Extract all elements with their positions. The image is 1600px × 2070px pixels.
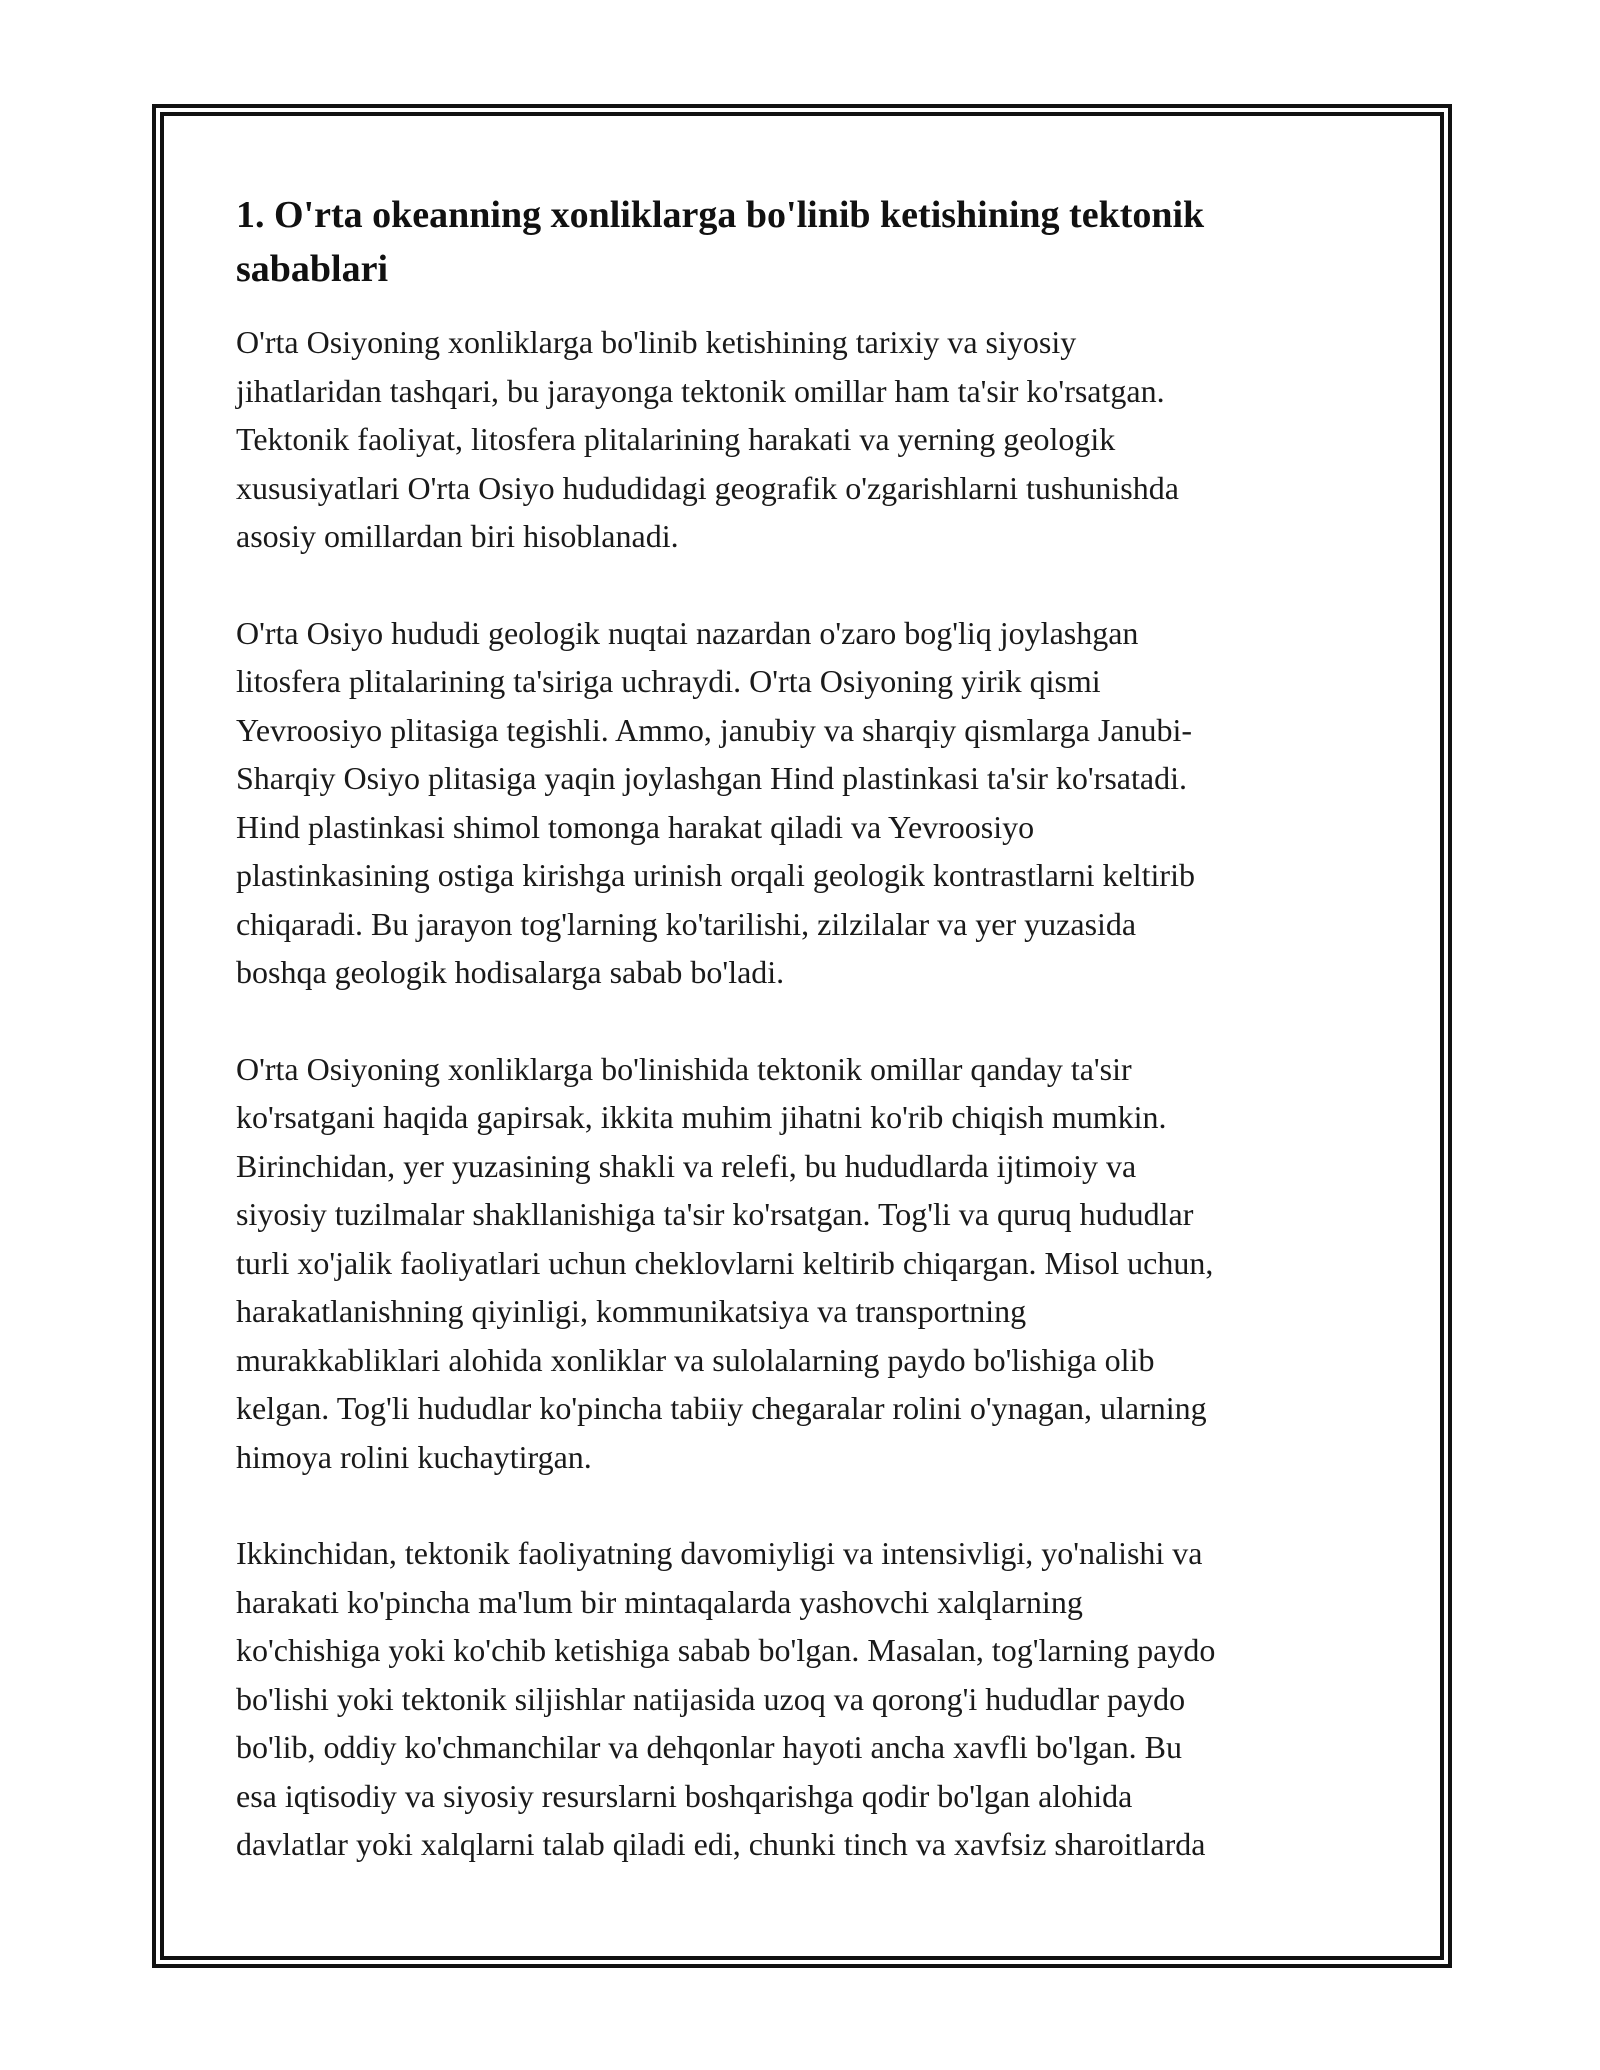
text-line: ko'rsatgani haqida gapirsak, ikkita muhim jihatni ko'rib chiqish mumkin. (236, 1099, 1167, 1135)
text-line: bo'lishi yoki tektonik siljishlar natijasida uzoq va qorong'i hududlar paydo (236, 1680, 1186, 1717)
text-line: Sharqiy Osiyo plitasiga yaqin joylashgan Hind plastinkasi ta'sir ko'rsatadi. (236, 760, 1187, 796)
text-line: xususiyatlari O'rta Osiyo hududidagi geografik o'zgarishlarni tushunishda (236, 469, 1179, 506)
paragraph-3 (236, 1045, 1376, 1482)
text-line: Ikkinchidan, tektonik faoliyatning davomiyligi va intensivligi, yo'nalishi va (236, 1535, 1203, 1571)
text-line: murakkabliklari alohida xonliklar va sulolalarning paydo bo'lishiga olib (236, 1341, 1155, 1378)
text-line: turli xo'jalik faoliyatlari uchun cheklovlarni keltirib chiqargan. Misol uchun, (236, 1244, 1214, 1281)
paragraph-4 (236, 1529, 1376, 1869)
text-line: jihatlaridan tashqari, bu jarayonga tektonik omillar ham ta'sir ko'rsatgan. (236, 372, 1165, 409)
text-line: boshqa geologik hodisalarga sabab bo'ladi. (236, 954, 785, 990)
document-body (236, 188, 1376, 1917)
text-line: davlatlar yoki xalqlarni talab qiladi edi, chunki tinch va xavfsiz sharoitlarda (236, 1826, 1206, 1862)
text-line: Hind plastinkasi shimol tomonga harakat qiladi va Yevroosiyo (236, 808, 1035, 845)
text-line: Tektonik faoliyat, litosfera plitalarining harakati va yerning geologik (236, 421, 1116, 457)
paragraph-1 (236, 318, 1376, 561)
text-line: O'rta Osiyoning xonliklarga bo'linishida tektonik omillar qanday ta'sir (236, 1050, 1132, 1087)
text-line: Birinchidan, yer yuzasining shakli va relefi, bu hududlarda ijtimoiy va (236, 1147, 1137, 1184)
paragraph-2 (236, 609, 1376, 997)
text-line: chiqaradi. Bu jarayon tog'larning ko'tarilishi, zilzilalar va yer yuzasida (236, 905, 1137, 942)
text-line: O'rta Osiyo hududi geologik nuqtai nazardan o'zaro bog'liq joylashgan (236, 614, 1139, 651)
text-line: kelgan. Tog'li hududlar ko'pincha tabiiy chegaralar rolini o'ynagan, ularning (236, 1390, 1207, 1426)
text-line: bo'lib, oddiy ko'chmanchilar va dehqonlar hayoti ancha xavfli bo'lgan. Bu (236, 1729, 1182, 1765)
text-line: himoya rolini kuchaytirgan. (236, 1438, 592, 1475)
text-line: O'rta Osiyoning xonliklarga bo'linib ketishining tarixiy va siyosiy (236, 324, 1077, 360)
text-line: asosiy omillardan biri hisoblanadi. (236, 518, 679, 554)
text-line: siyosiy tuzilmalar shakllanishiga ta'sir ko'rsatgan. Tog'li va quruq hududlar (236, 1196, 1194, 1232)
text-line: harakati ko'pincha ma'lum bir mintaqalarda yashovchi xalqlarning (236, 1583, 1083, 1620)
text-line: plastinkasining ostiga kirishga urinish orqali geologik kontrastlarni keltirib (236, 857, 1195, 893)
text-line: Yevroosiyo plitasiga tegishli. Ammo, janubiy va sharqiy qismlarga Janubi- (236, 711, 1193, 748)
text-line: ko'chishiga yoki ko'chib ketishiga sabab bo'lgan. Masalan, tog'larning paydo (236, 1632, 1216, 1668)
text-line: harakatlanishning qiyinligi, kommunikatsiya va transportning (236, 1293, 1027, 1329)
heading-line: sabablari (236, 248, 389, 290)
heading-line: 1. O'rta okeanning xonliklarga bo'linib ketishining tektonik (236, 194, 1205, 236)
section-heading (236, 188, 1376, 296)
text-line: esa iqtisodiy va siyosiy resurslarni boshqarishga qodir bo'lgan alohida (236, 1777, 1133, 1814)
text-line: litosfera plitalarining ta'siriga uchraydi. O'rta Osiyoning yirik qismi (236, 663, 1101, 699)
